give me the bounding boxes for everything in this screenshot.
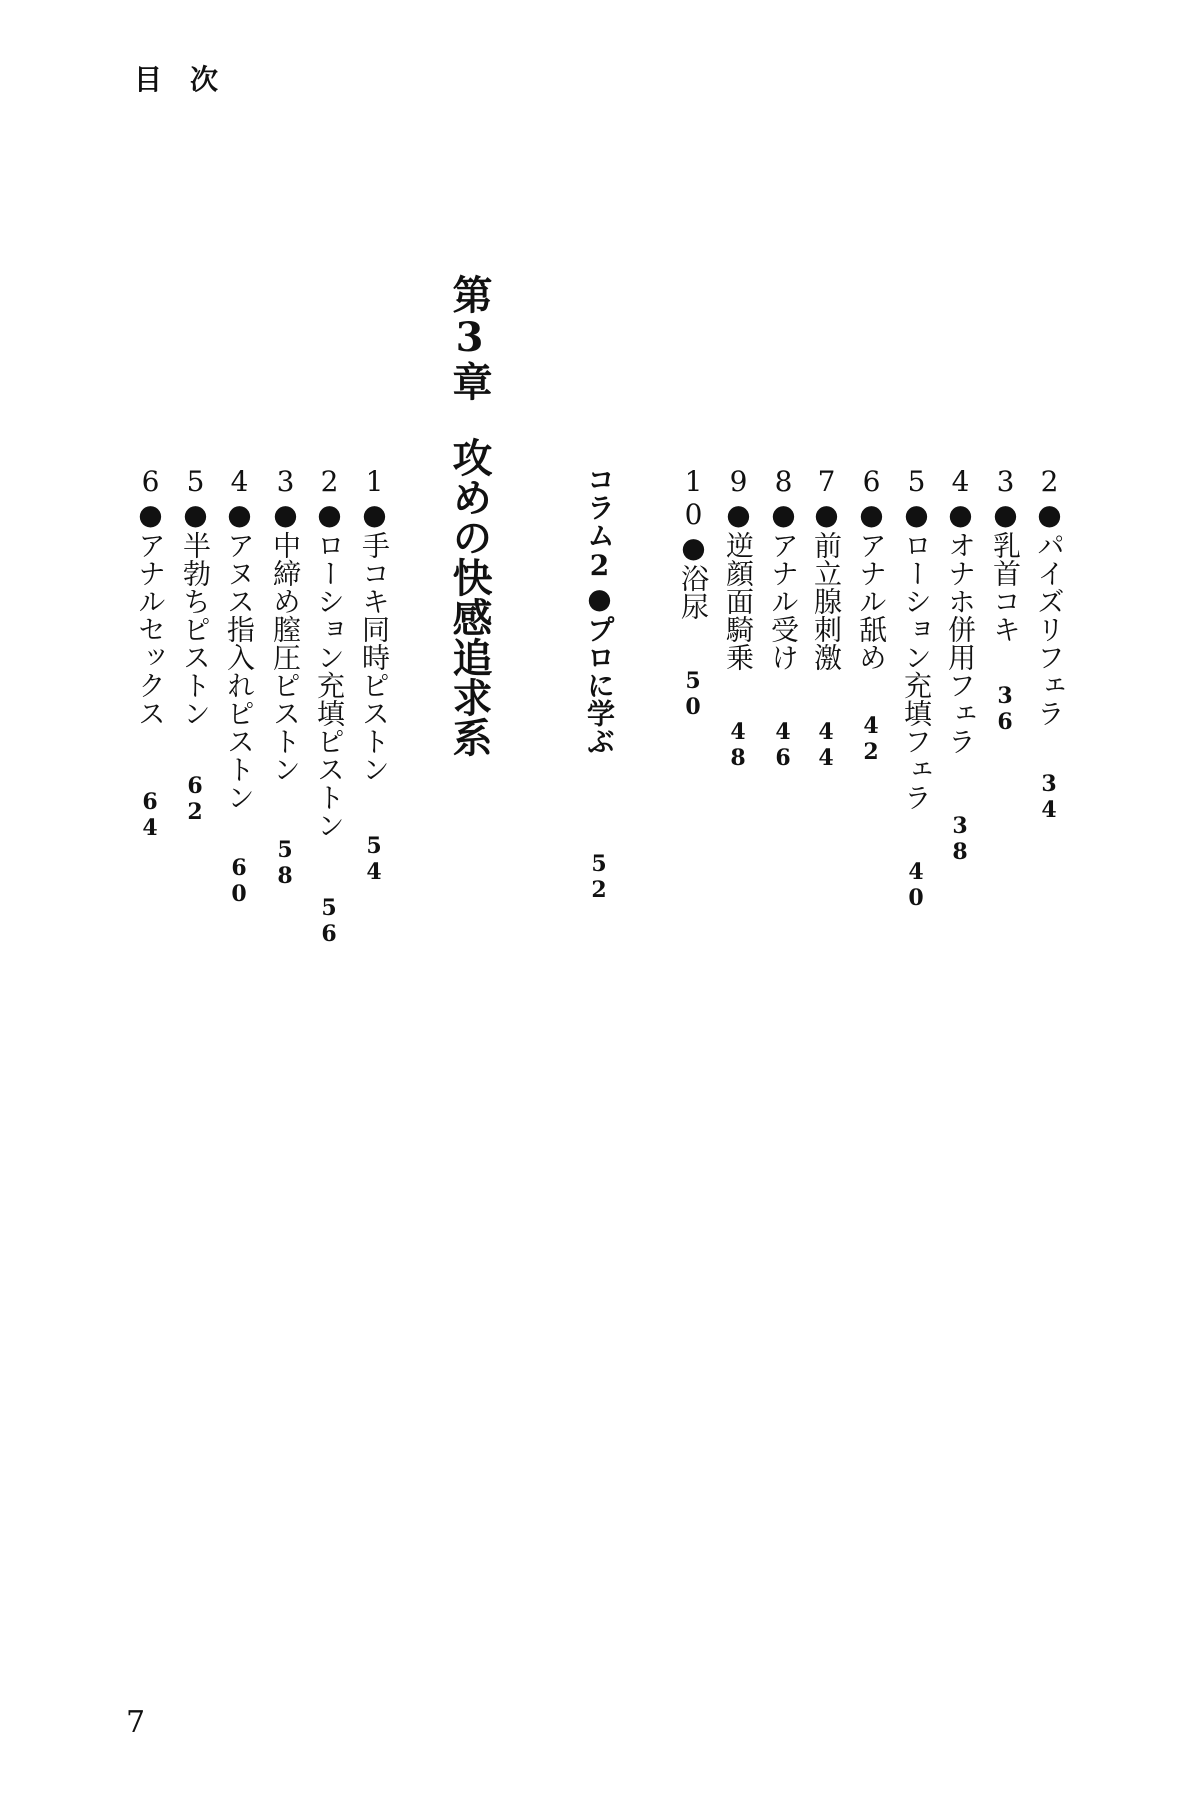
entry-title: ●手コキ同時ピストン [358, 498, 391, 783]
entry-page: 54 [361, 833, 387, 885]
entry-number: 3 [989, 465, 1022, 498]
entry-number: 6 [134, 465, 167, 498]
entry-title: ●乳首コキ [989, 498, 1022, 643]
entry-number: 5 [900, 465, 933, 498]
entry-page: 56 [316, 895, 342, 947]
toc-entry-ch2-8[interactable] [764, 465, 802, 771]
entry-title: ●アナル受け [767, 498, 800, 671]
toc-entry-ch3-1[interactable] [355, 465, 393, 885]
toc-entry-ch3-2[interactable] [310, 465, 348, 947]
toc-entry-ch2-5[interactable] [897, 465, 935, 911]
entry-number: 3 [269, 465, 302, 498]
chapter-number: 第3章 [446, 274, 493, 401]
toc-entry-ch2-4[interactable] [941, 465, 979, 865]
chapter-3-heading[interactable] [446, 274, 492, 757]
entry-number: 1 [358, 465, 391, 498]
entry-number: 5 [179, 465, 212, 498]
toc-entry-ch3-3[interactable] [266, 465, 304, 889]
entry-number: 9 [722, 465, 755, 498]
entry-title: ●ローション充填フェラ [900, 498, 933, 811]
toc-entry-ch3-6[interactable] [131, 465, 169, 841]
entry-page: 58 [272, 837, 298, 889]
entry-page: 60 [226, 855, 252, 907]
entry-number: 4 [223, 465, 256, 498]
entry-title: ●中締め膣圧ピストン [269, 498, 302, 783]
toc-entry-ch3-4[interactable] [220, 465, 258, 907]
entry-page: 42 [858, 713, 884, 765]
entry-page: 36 [992, 683, 1018, 735]
entry-title: ●浴尿 [677, 531, 710, 620]
entry-page: 44 [813, 719, 839, 771]
toc-entry-ch2-7[interactable] [807, 465, 845, 771]
column-title: コラム2●プロに学ぶ [583, 465, 616, 755]
entry-number: 8 [767, 465, 800, 498]
entry-page: 64 [137, 789, 163, 841]
entry-page: 62 [182, 773, 208, 825]
entry-page: 46 [770, 719, 796, 771]
toc-heading: 目次 [134, 63, 247, 96]
entry-title: ●前立腺刺激 [810, 498, 843, 671]
entry-page: 34 [1036, 771, 1062, 823]
toc-entry-ch2-2[interactable] [1030, 465, 1068, 823]
toc-entry-ch2-10[interactable] [674, 465, 712, 720]
chapter-title: 攻めの快感追求系 [446, 437, 493, 757]
entry-number: 2 [1033, 465, 1066, 498]
entry-number: 7 [810, 465, 843, 498]
entry-title: ●ローション充填ピストン [313, 498, 346, 839]
entry-title: ●アナルセックス [134, 498, 167, 727]
entry-page: 48 [725, 719, 751, 771]
entry-page: 40 [903, 859, 929, 911]
toc-entry-ch2-3[interactable] [986, 465, 1024, 735]
entry-number: 6 [855, 465, 888, 498]
toc-entry-ch2-6[interactable] [852, 465, 890, 765]
entry-title: ●オナホ併用フェラ [944, 498, 977, 755]
entry-title: ●パイズリフェラ [1033, 498, 1066, 727]
entry-title: ●アナル舐め [855, 498, 888, 671]
entry-page: 52 [586, 851, 612, 903]
entry-title: ●アヌス指入れピストン [223, 498, 256, 811]
page-number: 7 [126, 1705, 146, 1740]
entry-number: 2 [313, 465, 346, 498]
toc-entry-column-2[interactable] [580, 465, 618, 903]
entry-number: 4 [944, 465, 977, 498]
entry-title: ●逆顔面騎乗 [722, 498, 755, 671]
toc-entry-ch3-5[interactable] [176, 465, 214, 825]
entry-number: 10 [677, 465, 710, 531]
toc-entry-ch2-9[interactable] [719, 465, 757, 771]
entry-page: 50 [680, 668, 706, 720]
entry-title: ●半勃ちピストン [179, 498, 212, 727]
entry-page: 38 [947, 813, 973, 865]
